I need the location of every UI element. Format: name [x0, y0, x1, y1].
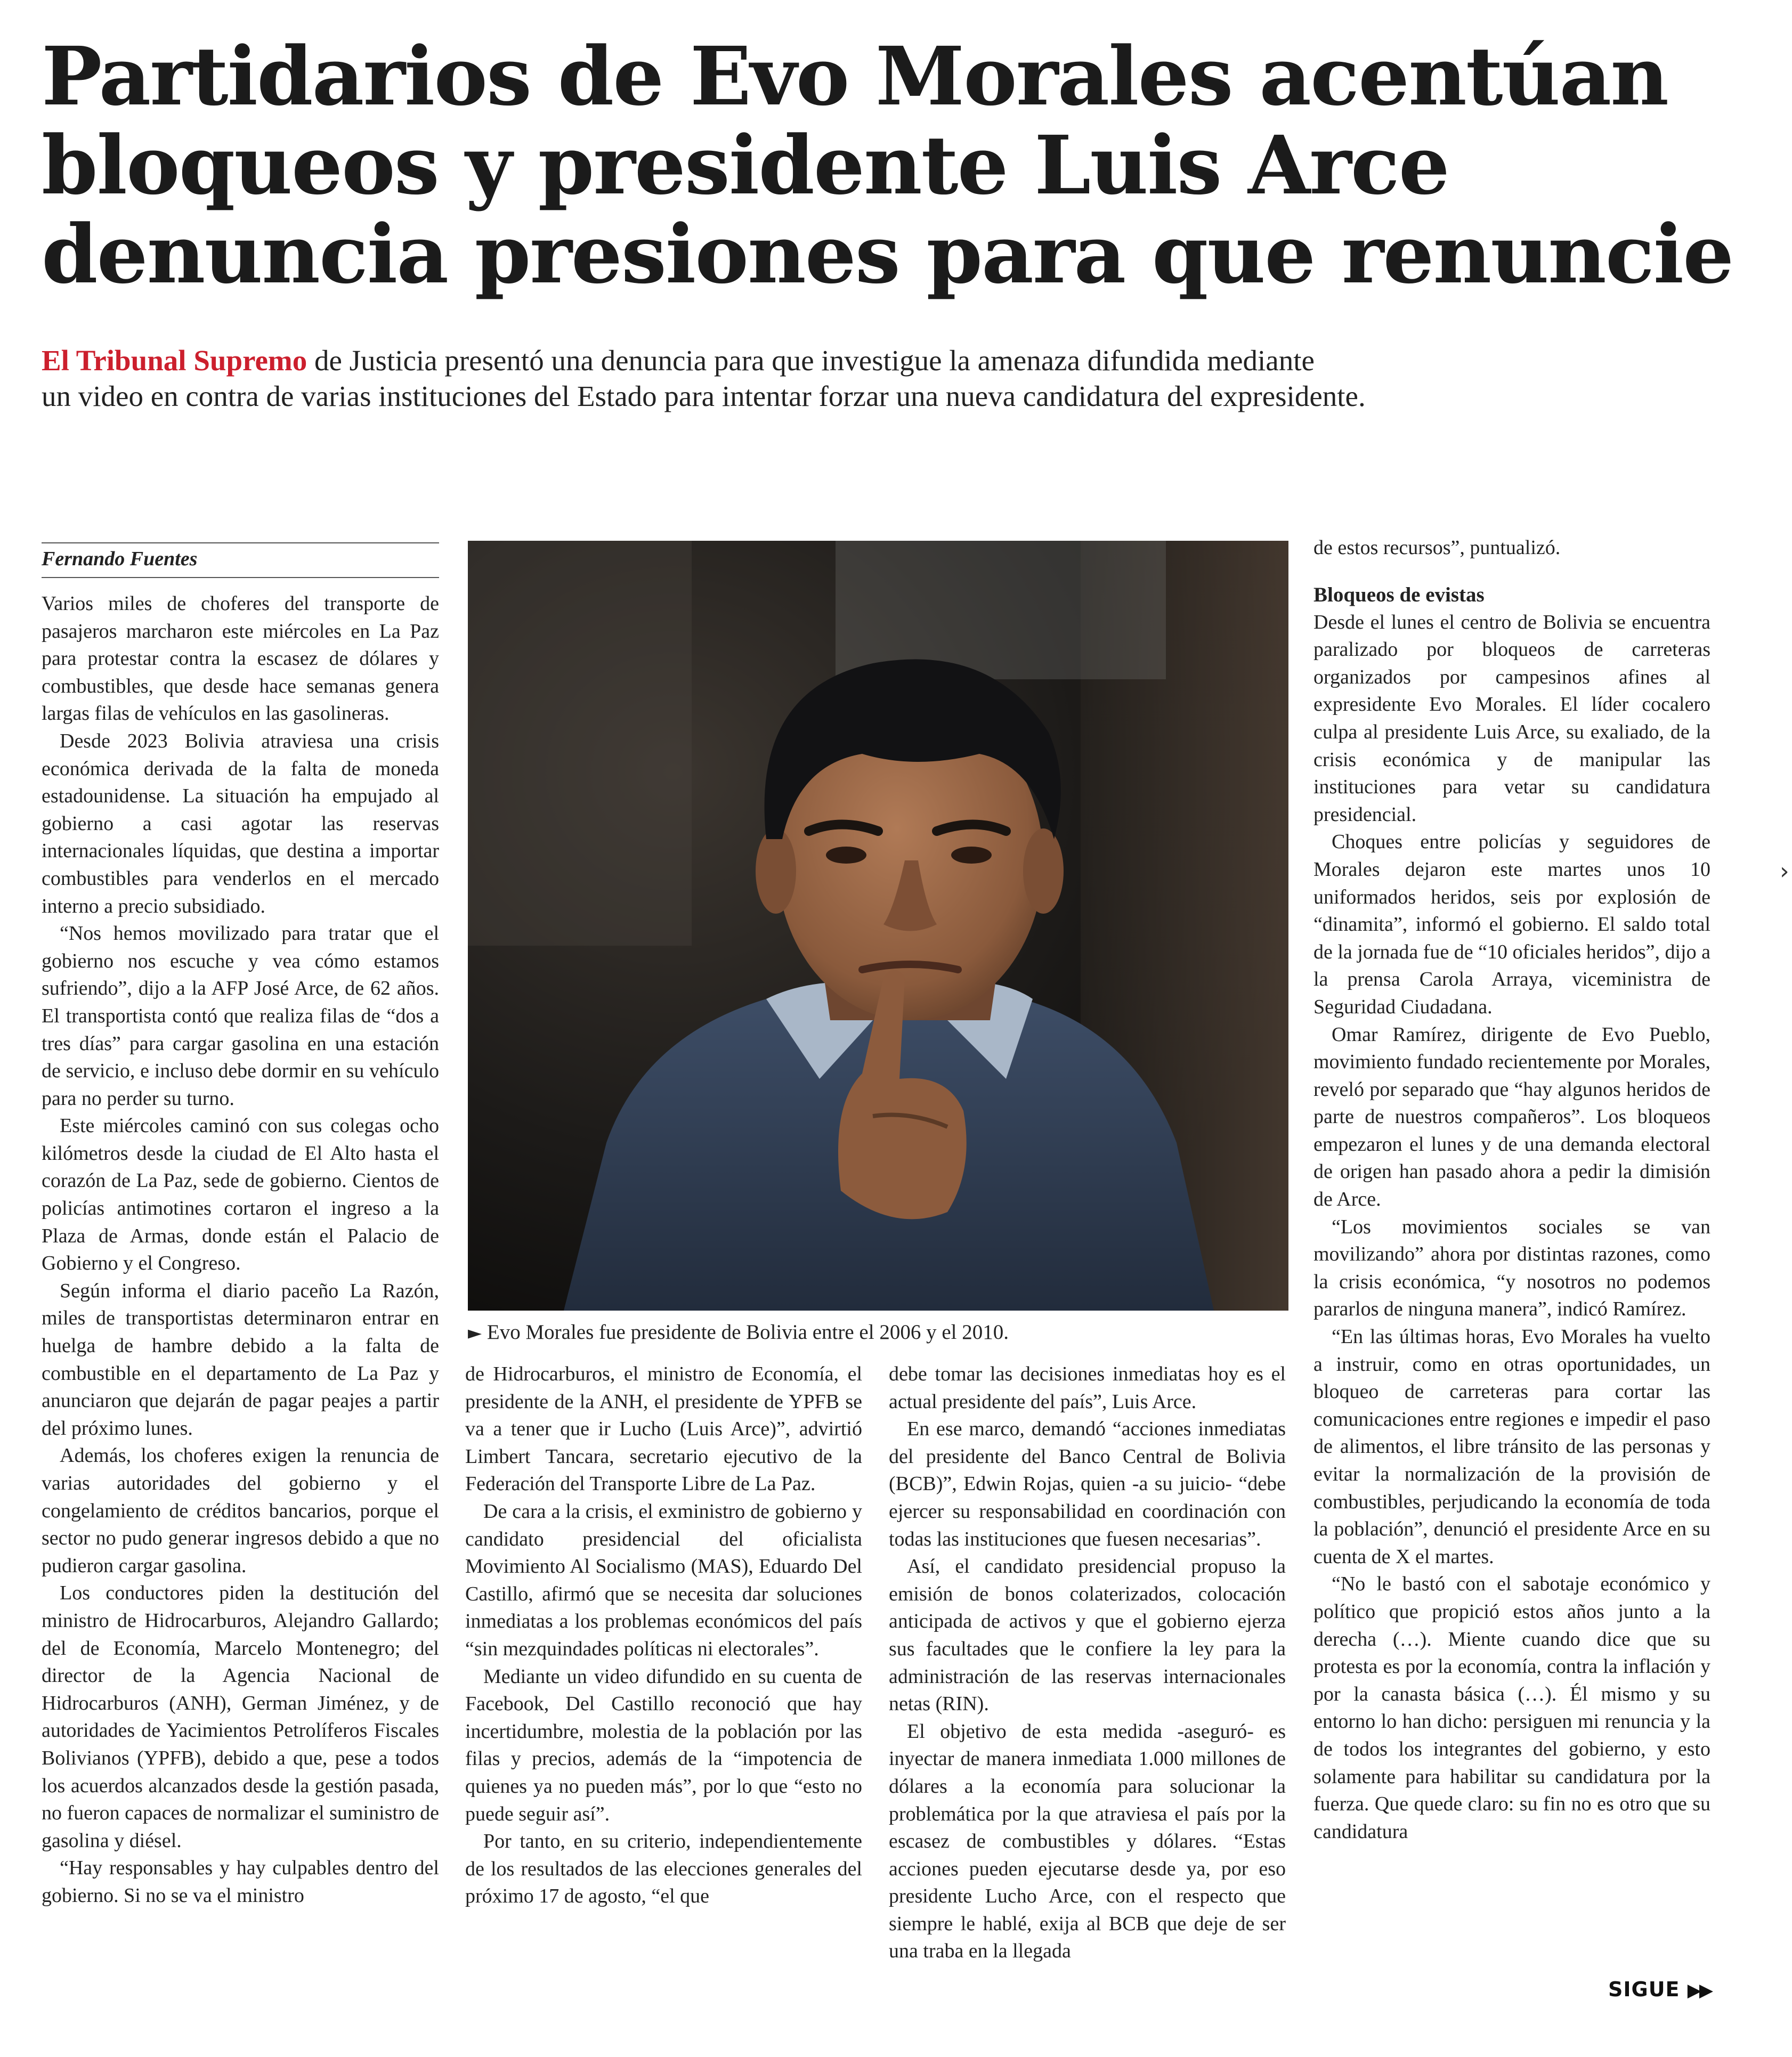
- subhead: Bloqueos de evistas: [1313, 583, 1485, 606]
- paragraph: Desde 2023 Bolivia atraviesa una crisis económica derivada de la falta de moneda estadounidense. La situación ha empujado al gobierno a casi agotar las reservas internacionales líquidas, que destina a importar combustibles para venderlos en el mercado interno a precio subsidiado.: [42, 729, 439, 917]
- deck: [42, 343, 1640, 414]
- article-column-1: [42, 590, 439, 2007]
- paragraph: En ese marco, demandó “acciones inmediatas del presidente del Banco Central de Bolivia (BCB)”, Edwin Rojas, quien -a su juicio- “debe ejercer su responsabilidad en coordinación con todas las instituciones que fuesen necesarias”.: [889, 1418, 1286, 1550]
- headline-line-1: Partidarios de Evo Morales acentúan: [42, 29, 1668, 124]
- article-photo: [468, 541, 1288, 1311]
- deck-line-1: de Justicia presentó una denuncia para que investigue la amenaza difundida mediante: [307, 344, 1315, 377]
- paragraph: Según informa el diario paceño La Razón, miles de transportistas determinaron entrar en huelga de hambre debido a la falta de combustible en el departamento de La Paz y anunciaron que dejarán de pagar peajes a partir del próximo lunes.: [42, 1279, 439, 1440]
- paragraph: Omar Ramírez, dirigente de Evo Pueblo, movimiento fundado recientemente por Morales, reveló por separado que “hay algunos heridos de parte de nuestros compañeros”. Los bloqueos empezaron el lunes y de una demanda electoral de origen han pasado ahora a pedir la dimisión de Arce.: [1313, 1023, 1710, 1211]
- article-column-2: [465, 1361, 862, 2008]
- headline-line-3: denuncia presiones para que renuncie: [42, 207, 1733, 302]
- paragraph: Además, los choferes exigen la renuncia de varias autoridades del gobierno y el congelamiento de créditos bancarios, porque el sector no pudo generar ingresos debido a que no pudieron cargar gasolina.: [42, 1444, 439, 1577]
- paragraph: “Nos hemos movilizado para tratar que el gobierno nos escuche y vea cómo estamos sufriendo”, dijo a la AFP José Arce, de 62 años. El transportista contó que realiza filas de “dos a tres días” para cargar gasolina en una estación de servicio, e incluso debe dormir en su vehículo para no perder su turno.: [42, 922, 439, 1110]
- byline: Fernando Fuentes: [42, 548, 198, 570]
- paragraph: Así, el candidato presidencial propuso la emisión de bonos colaterizados, colocación anticipada de activos y que el gobierno ejerza sus facultades que le confiere la ley para la administración de las reservas internacionales netas (RIN).: [889, 1555, 1286, 1715]
- paragraph: de estos recursos”, puntualizó.: [1313, 536, 1561, 559]
- paragraph: “Los movimientos sociales se van movilizando” ahora por distintas razones, como la crisis económica, “y nosotros no podemos pararlos de ninguna manera”, indicó Ramírez.: [1313, 1215, 1710, 1321]
- byline-rule-bottom: [42, 577, 439, 578]
- paragraph: “En las últimas horas, Evo Morales ha vuelto a instruir, como en otras oportunidades, un bloqueo de carreteras para cortar las comunicaciones entre regiones e impedir el paso de alimentos, el libre tránsito de las personas y evitar la normalización de la provisión de combustibles, perjudicando la economía de toda la población”, denunció el presidente Arce en su cuenta de X el martes.: [1313, 1326, 1710, 1568]
- paragraph: “Hay responsables y hay culpables dentro del gobierno. Si no se va el ministro: [42, 1857, 439, 1907]
- deck-lead: El Tribunal Supremo: [42, 344, 307, 377]
- next-page-chevron-icon[interactable]: ›: [1780, 858, 1789, 885]
- continue-label: SIGUE: [1608, 1978, 1680, 2001]
- caption-text: Evo Morales fue presidente de Bolivia entre el 2006 y el 2010.: [486, 1321, 1009, 1344]
- paragraph: “No le bastó con el sabotaje económico y político que propició estos años junto a la derecha (…). Miente cuando dice que su protesta es por la economía, contra la inflación y por la canasta básica (…). Él mismo y su entorno lo han dicho: persiguen mi renuncia y la de todos los integrantes del gobierno, y esto solamente para habilitar su candidatura por la fuerza. Que quede claro: su fin no es otro que su candidatura: [1313, 1573, 1710, 1843]
- paragraph: Mediante un video difundido en su cuenta de Facebook, Del Castillo reconoció que hay incertidumbre, molestia de la población por las filas y precios, además de la “impotencia de quienes ya no pueden más”, por lo que “esto no puede seguir así”.: [465, 1665, 862, 1825]
- paragraph: Desde el lunes el centro de Bolivia se encuentra paralizado por bloqueos de carreteras organizados por campesinos afines al expresidente Evo Morales. El líder cocalero culpa al presidente Luis Arce, su exaliado, de la crisis económica y de manipular las instituciones para vetar su candidatura presidencial.: [1313, 611, 1710, 826]
- paragraph: El objetivo de esta medida -aseguró- es inyectar de manera inmediata 1.000 millones de dólares a la economía para solucionar la problemática por la que atraviesa el país por la escasez de combustibles y dólares. “Estas acciones pueden ejecutarse desde ya, por eso presidente Lucho Arce, con el respecto que siempre le hablé, exija al BCB que deje de ser una traba en la llegada: [889, 1720, 1286, 1963]
- headline-line-2: bloqueos y presidente Luis Arce: [42, 118, 1449, 213]
- deck-line-2: un video en contra de varias instituciones del Estado para intentar forzar una nueva candidatura del expresidente.: [42, 380, 1366, 412]
- paragraph: Por tanto, en su criterio, independientemente de los resultados de las elecciones generales del próximo 17 de agosto, “el que: [465, 1830, 862, 1908]
- caption-marker-icon: ►: [468, 1322, 482, 1344]
- paragraph: Varios miles de choferes del transporte de pasajeros marcharon este miércoles en La Paz para protestar contra la escasez de dólares y combustibles, que desde hace semanas genera largas filas de vehículos en las gasolineras.: [42, 592, 439, 725]
- continue-arrows-icon: ▶▶: [1687, 1980, 1712, 2001]
- article-column-3: [889, 1361, 1286, 2008]
- paragraph: De cara a la crisis, el exministro de gobierno y candidato presidencial del oficialista Movimiento Al Socialismo (MAS), Eduardo Del Castillo, afirmó que se necesita dar soluciones inmediatas a los problemas económicos del país “sin mezquindades políticas ni electorales”.: [465, 1500, 862, 1660]
- headline: [42, 29, 1733, 302]
- paragraph: Este miércoles caminó con sus colegas ocho kilómetros desde la ciudad de El Alto hasta el corazón de La Paz, sede de gobierno. Cientos de policías antimotines cortaron el ingreso a la Plaza de Armas, donde están el Palacio de Gobierno y el Congreso.: [42, 1115, 439, 1275]
- continue-marker: [1608, 1978, 1711, 2001]
- paragraph: de Hidrocarburos, el ministro de Economía, el presidente de la ANH, el presidente de YPFB se va a tener que ir Lucho (Luis Arce)”, advirtió Limbert Tancara, secretario ejecutivo de la Federación del Transporte Libre de La Paz.: [465, 1363, 862, 1495]
- photo-caption: [468, 1319, 1288, 1347]
- paragraph: debe tomar las decisiones inmediatas hoy es el actual presidente del país”, Luis Arce.: [889, 1363, 1286, 1413]
- paragraph: Choques entre policías y seguidores de Morales dejaron este martes unos 10 uniformados heridos, seis por explosión de “dinamita”, informó el gobierno. El saldo total de la jornada fue de “10 oficiales heridos”, dijo a la prensa Carola Arraya, viceministra de Seguridad Ciudadana.: [1313, 831, 1710, 1018]
- article-column-4: [1313, 534, 1710, 1917]
- byline-rule-top: [42, 542, 439, 543]
- paragraph: Los conductores piden la destitución del ministro de Hidrocarburos, Alejandro Gallardo; del de Economía, Marcelo Montenegro; del director de la Agencia Nacional de Hidrocarburos (ANH), German Jiménez, y de autoridades de Yacimientos Petrolíferos Fiscales Bolivianos (YPFB), debido a que, pese a todos los acuerdos alcanzados desde la gestión pasada, no fueron capaces de normalizar el suministro de gasolina y diésel.: [42, 1582, 439, 1852]
